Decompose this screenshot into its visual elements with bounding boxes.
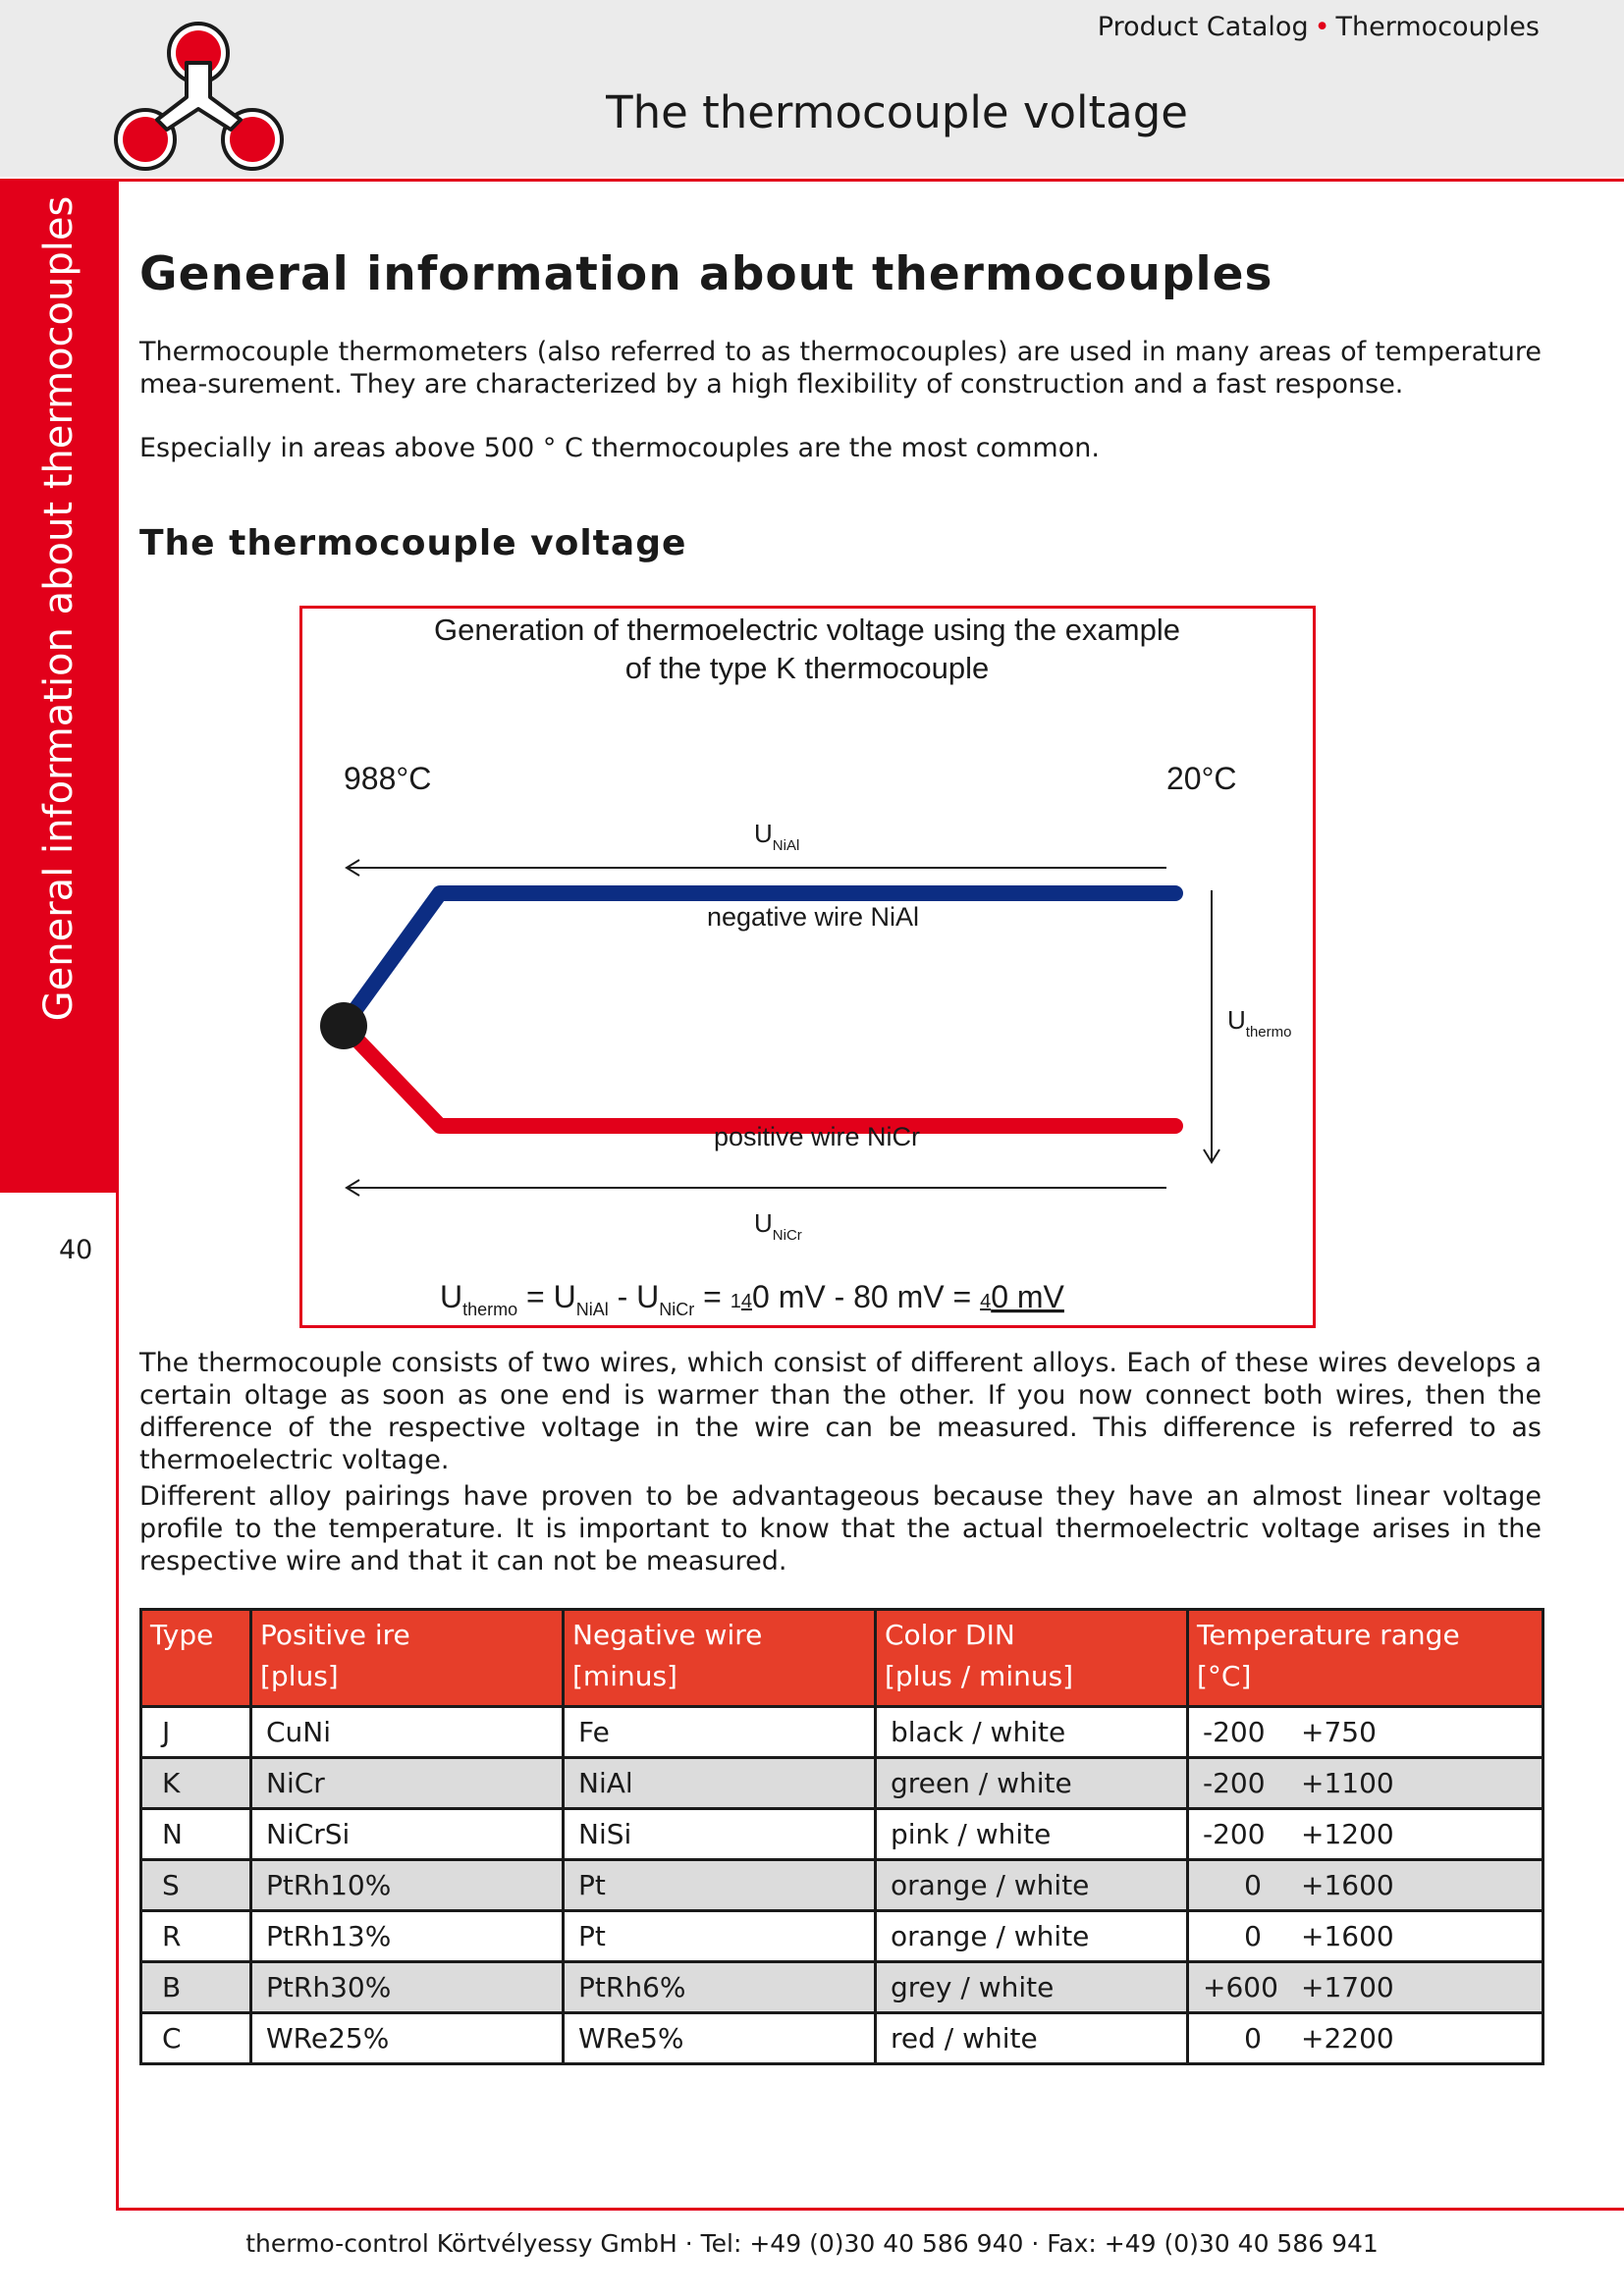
cell-type: J (141, 1707, 251, 1758)
temp-max: +1100 (1301, 1767, 1394, 1799)
cell-color: orange / white (876, 1911, 1188, 1962)
temp-min: 0 (1244, 2022, 1262, 2055)
table-header-row (141, 1610, 1543, 1707)
bottom-rule (116, 2208, 1624, 2211)
formula-value2-rest: 0 mV (991, 1279, 1064, 1314)
cell-negative: Pt (564, 1860, 876, 1911)
cell-temperature (1188, 1707, 1543, 1758)
u-nicr-label (754, 1208, 802, 1244)
cell-negative: NiAl (564, 1758, 876, 1809)
u-nial-sub: NiAl (772, 837, 800, 854)
formula-nicr-sub: NiCr (659, 1300, 695, 1319)
table-row (141, 1860, 1543, 1911)
header-type (141, 1610, 251, 1707)
cell-type: B (141, 1962, 251, 2013)
formula-equals-2: = (694, 1279, 731, 1314)
u-thermo-label (1227, 1005, 1291, 1041)
catalog-label: Product Catalog (1097, 12, 1309, 42)
cell-negative: Fe (564, 1707, 876, 1758)
header-positive-line2: [plus] (260, 1660, 339, 1692)
hot-junction-temperature: 988°C (344, 761, 432, 796)
voltage-formula (440, 1279, 1065, 1319)
cell-type: R (141, 1911, 251, 1962)
table-row (141, 1962, 1543, 2013)
cell-positive: PtRh30% (251, 1962, 564, 2013)
diagram-title-line2: of the type K thermocouple (624, 651, 990, 685)
formula-value1-rest: 0 mV - 80 mV = (752, 1279, 981, 1314)
cell-negative: PtRh6% (564, 1962, 876, 2013)
formula-u-nial: U (553, 1279, 576, 1314)
cell-negative: Pt (564, 1911, 876, 1962)
breadcrumb-separator: • (1314, 12, 1330, 42)
temp-min: +600 (1203, 1971, 1278, 2003)
header-color-line1: Color DIN (885, 1619, 1015, 1651)
header-temperature (1188, 1610, 1543, 1707)
cell-negative: WRe5% (564, 2013, 876, 2064)
table-row (141, 1911, 1543, 1962)
cell-positive: PtRh13% (251, 1911, 564, 1962)
formula-value1-small: 1 (730, 1291, 741, 1312)
cell-color: pink / white (876, 1809, 1188, 1860)
page-title: The thermocouple voltage (606, 86, 1188, 138)
cell-color: red / white (876, 2013, 1188, 2064)
catalog-breadcrumb (1098, 12, 1540, 42)
temp-min: 0 (1244, 1920, 1262, 1952)
measuring-junction (320, 1002, 367, 1049)
positive-wire-label: positive wire NiCr (713, 1122, 921, 1151)
cell-temperature (1188, 1962, 1543, 2013)
formula-u-nicr: U (636, 1279, 660, 1314)
top-rule (116, 179, 1624, 182)
thermocouple-types-table-wrap (139, 1608, 1542, 2065)
cell-positive: CuNi (251, 1707, 564, 1758)
cell-positive: NiCr (251, 1758, 564, 1809)
cell-type: K (141, 1758, 251, 1809)
thermocouple-types-table (139, 1608, 1544, 2065)
table-row (141, 1707, 1543, 1758)
temp-max: +1600 (1301, 1869, 1394, 1901)
header-color-line2: [plus / minus] (885, 1660, 1074, 1692)
cell-positive: WRe25% (251, 2013, 564, 2064)
temp-max: +2200 (1301, 2022, 1394, 2055)
cell-type: N (141, 1809, 251, 1860)
table-row (141, 2013, 1543, 2064)
negative-wire-label: negative wire NiAl (706, 902, 920, 932)
cell-temperature (1188, 1758, 1543, 1809)
cell-positive: NiCrSi (251, 1809, 564, 1860)
thermocouple-diagram (299, 606, 1316, 1328)
formula-thermo-sub: thermo (462, 1300, 518, 1319)
diagram-title-line1: Generation of thermoelectric voltage using the example (434, 613, 1180, 647)
formula-nial-sub: NiAl (575, 1300, 609, 1319)
cell-type: C (141, 2013, 251, 2064)
wires-paragraph: The thermocouple consists of two wires, which consist of different alloys. Each of these wires develops a certain oltage as soon as one end is warmer than the other. If you now connect both wires, then the difference of the respective voltage in the wire can be measured. This difference is referred to as thermoelectric voltage. (139, 1348, 1542, 1475)
temp-max: +1600 (1301, 1920, 1394, 1952)
catalog-section: Thermocouples (1335, 12, 1540, 42)
positive-wire-nicr (344, 1026, 1175, 1126)
cell-color: orange / white (876, 1860, 1188, 1911)
u-thermo-main: U (1227, 1005, 1246, 1035)
header-positive-line1: Positive ire (260, 1619, 410, 1651)
header-temperature-line1: Temperature range (1197, 1619, 1460, 1651)
side-chapter-label: General information about thermocouples (36, 195, 81, 1022)
cell-color: grey / white (876, 1962, 1188, 2013)
header-negative-line1: Negative wire (572, 1619, 763, 1651)
temp-min: 0 (1244, 1869, 1262, 1901)
u-nicr-main: U (754, 1208, 773, 1238)
cell-positive: PtRh10% (251, 1860, 564, 1911)
formula-value1-strike: 4 (740, 1291, 752, 1312)
u-nial-main: U (754, 819, 773, 848)
u-nial-label (754, 819, 799, 854)
temp-min: -200 (1203, 1818, 1266, 1850)
temp-max: +750 (1301, 1716, 1377, 1748)
section-heading: General information about thermocouples (139, 247, 1273, 301)
formula-u-thermo: U (440, 1279, 463, 1314)
u-thermo-sub: thermo (1245, 1024, 1292, 1041)
header-positive (251, 1610, 564, 1707)
header-temperature-line2: [°C] (1197, 1660, 1252, 1692)
temp-max: +1200 (1301, 1818, 1394, 1850)
temp-max: +1700 (1301, 1971, 1394, 2003)
alloy-paragraph: Different alloy pairings have proven to be advantageous because they have an almost linear voltage profile to the temperature. It is important to know that the actual thermoelectric voltage arises in the respective wire and that it can not be measured. (139, 1481, 1542, 1576)
left-rule (116, 179, 119, 2211)
cell-color: black / white (876, 1707, 1188, 1758)
footer-contact: thermo-control Körtvélyessy GmbH · Tel: +49 (0)30 40 586 940 · Fax: +49 (0)30 40 586 941 (245, 2229, 1379, 2258)
cell-temperature (1188, 2013, 1543, 2064)
formula-equals-1: = (517, 1279, 554, 1314)
u-nicr-sub: NiCr (772, 1227, 802, 1244)
formula-value2-strike: 4 (980, 1291, 992, 1312)
cell-type: S (141, 1860, 251, 1911)
cell-temperature (1188, 1860, 1543, 1911)
header-negative-line2: [minus] (572, 1660, 677, 1692)
cell-negative: NiSi (564, 1809, 876, 1860)
temperature-paragraph: Especially in areas above 500 ° C thermocouples are the most common. (139, 433, 1100, 463)
cold-junction-temperature: 20°C (1166, 761, 1237, 796)
header-type-line1: Type (150, 1619, 214, 1651)
header-negative (564, 1610, 876, 1707)
header-color (876, 1610, 1188, 1707)
page-number: 40 (59, 1235, 93, 1265)
subsection-heading: The thermocouple voltage (139, 523, 687, 563)
table-row (141, 1758, 1543, 1809)
cell-color: green / white (876, 1758, 1188, 1809)
temp-min: -200 (1203, 1767, 1266, 1799)
temp-min: -200 (1203, 1716, 1266, 1748)
cell-temperature (1188, 1911, 1543, 1962)
formula-minus: - (608, 1279, 637, 1314)
company-logo-icon (108, 14, 290, 173)
table-row (141, 1809, 1543, 1860)
cell-temperature (1188, 1809, 1543, 1860)
intro-paragraph: Thermocouple thermometers (also referred to as thermocouples) are used in many areas of temperature mea-surement. They are characterized by a high flexibility of construction and a fast response. (139, 337, 1542, 400)
